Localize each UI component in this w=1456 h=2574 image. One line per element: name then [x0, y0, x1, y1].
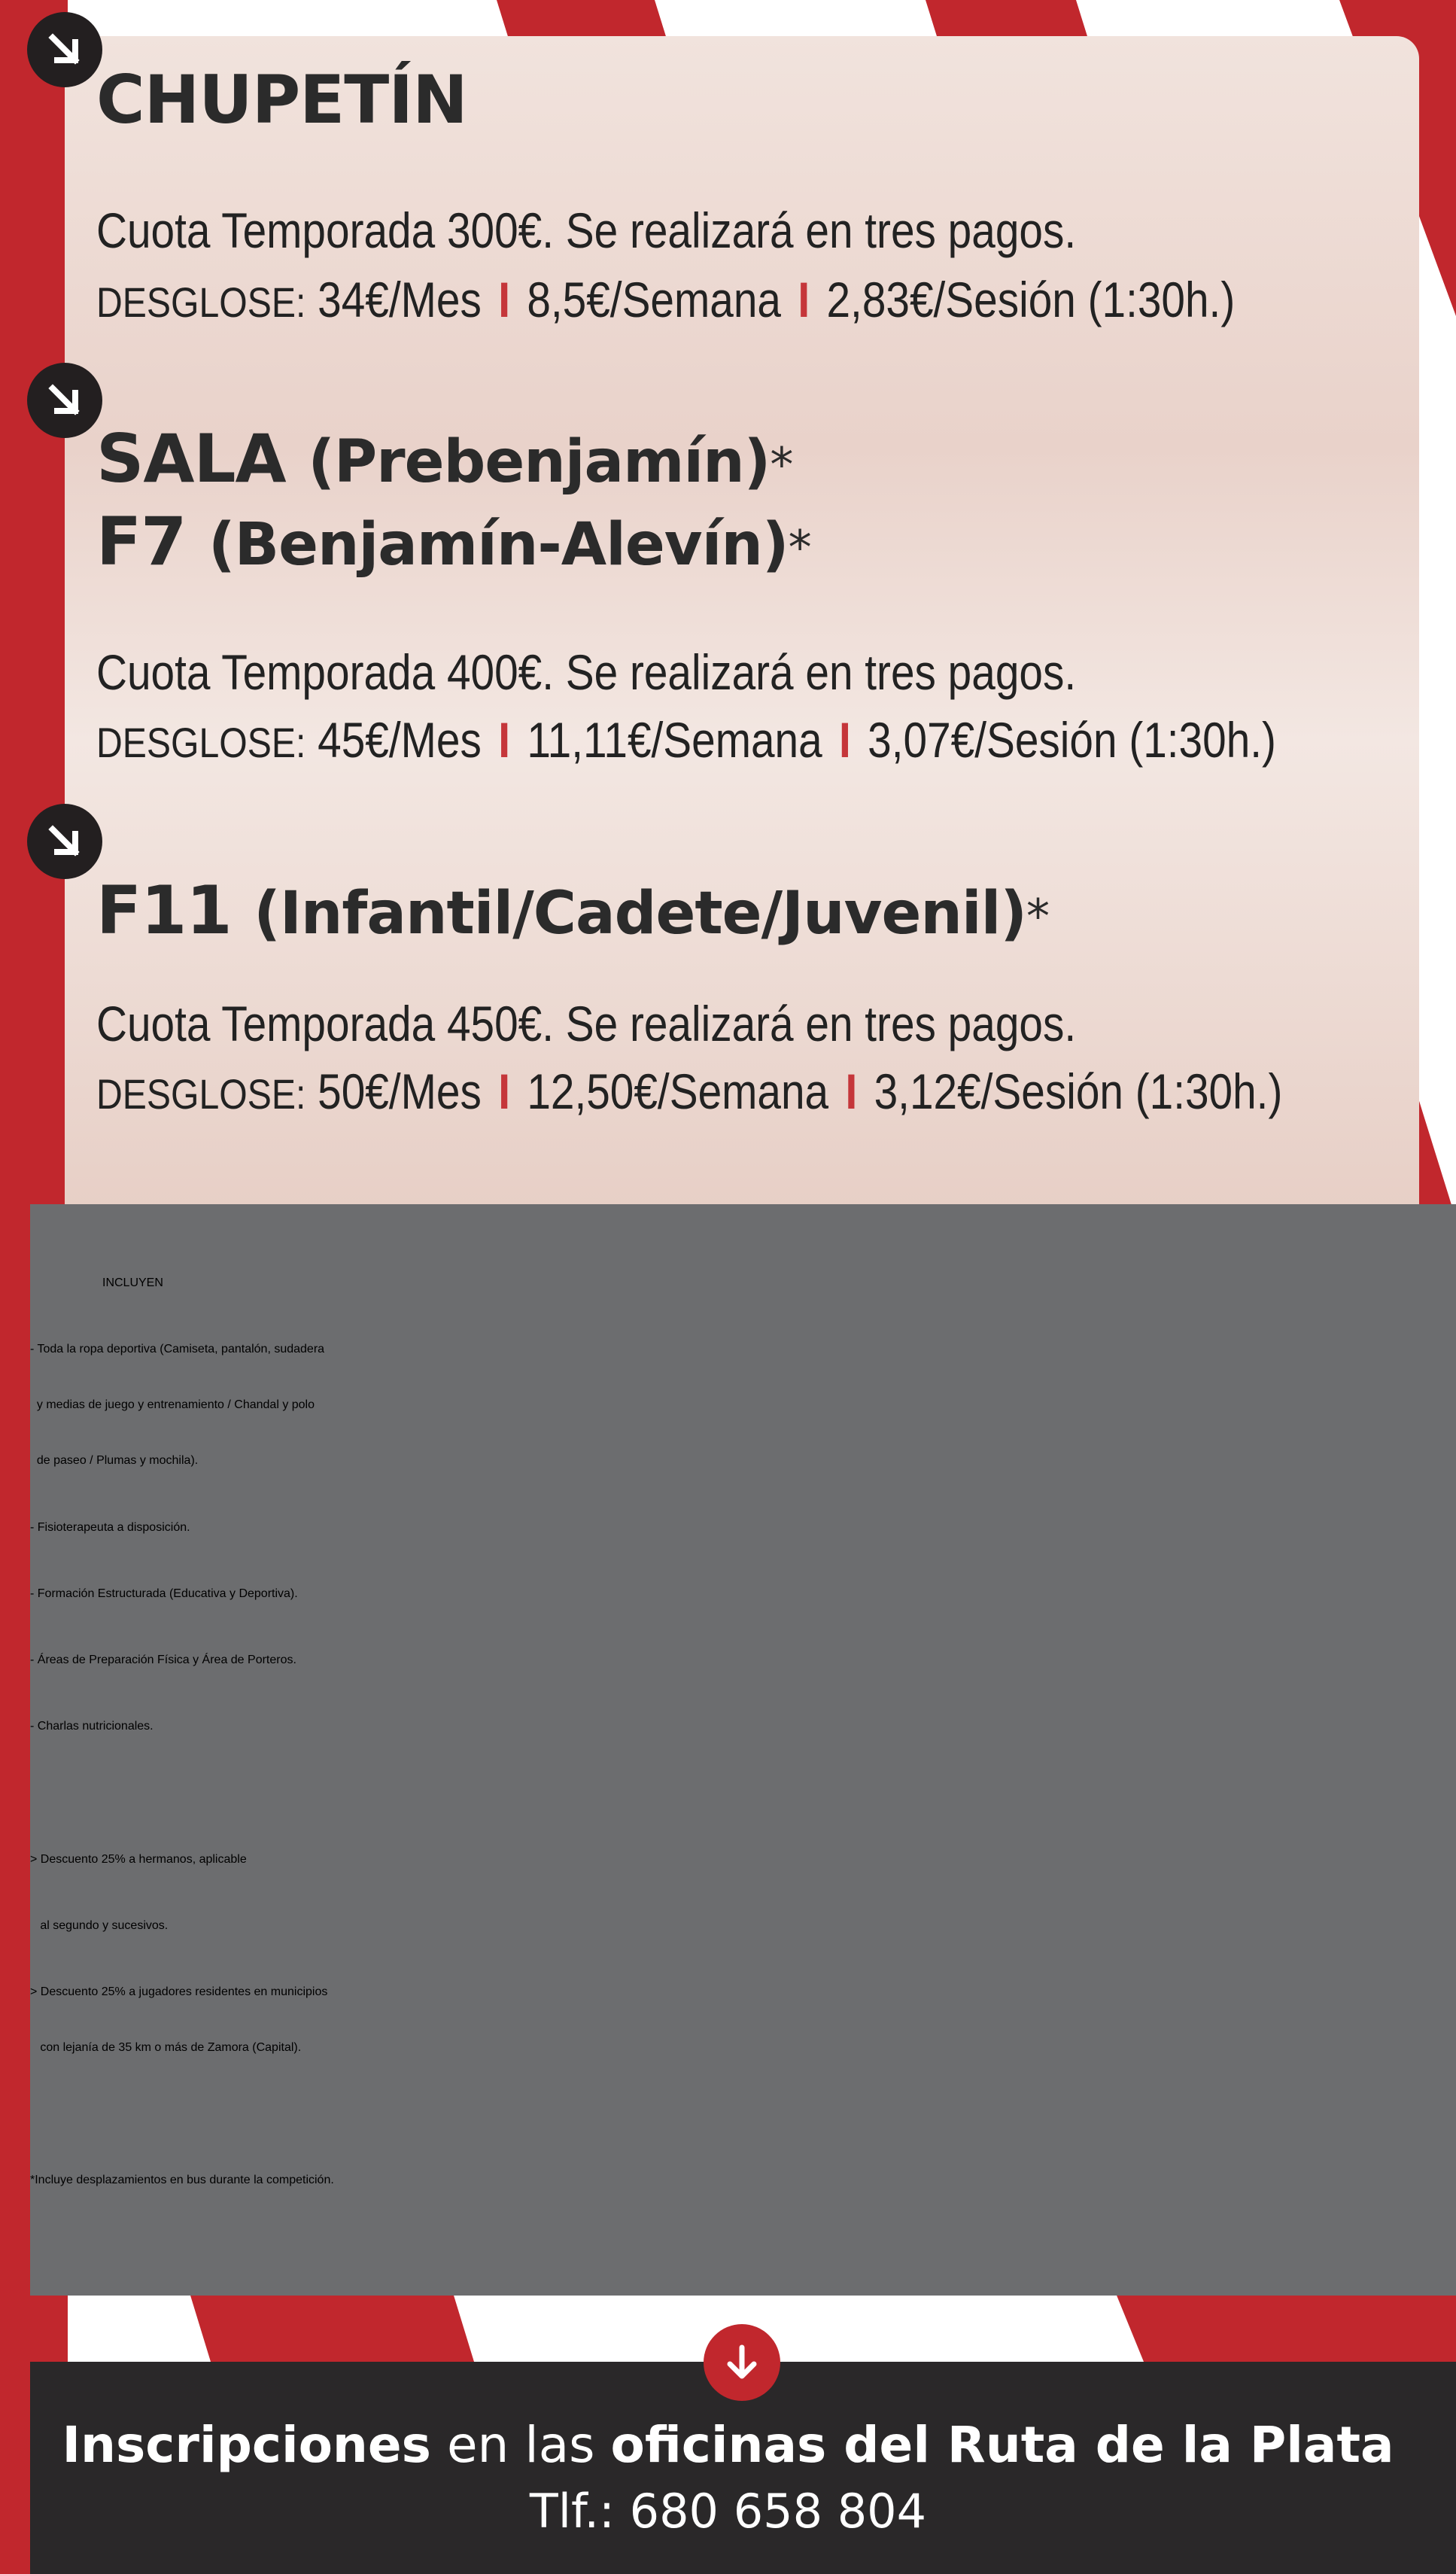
- tier-3-asterisk: *: [1026, 889, 1049, 944]
- phone-number: Tlf.: 680 658 804: [529, 2484, 927, 2539]
- registration-bold-2: oficinas del Ruta de la Plata: [610, 2416, 1394, 2474]
- separator: I: [498, 1063, 510, 1119]
- tier-2-asterisk: *: [770, 437, 793, 492]
- tier-3-title-sub: (Infantil/Cadete/Juvenil): [254, 880, 1026, 948]
- tier-2-desglose-label: DESGLOSE:: [96, 719, 306, 766]
- tier-1-desglose: [96, 271, 1235, 328]
- includes-item: - Áreas de Preparación Física y Área de Porteros.: [30, 1654, 296, 1666]
- arrow-down-right-icon: [27, 12, 102, 87]
- tier-2-title2-main: F7: [96, 503, 187, 580]
- tier-2-mes: 45€/Mes: [318, 712, 482, 768]
- discount-item: > Descuento 25% a jugadores residentes en municipios: [30, 1985, 328, 1998]
- tier-2-title2-sub: (Benjamín-Alevín): [208, 511, 789, 579]
- tier-2-title: [96, 418, 792, 504]
- arrow-down-icon: [704, 2324, 780, 2401]
- tier-1-mes: 34€/Mes: [318, 272, 482, 327]
- discount-item: con lejanía de 35 km o más de Zamora (Capital).: [30, 2041, 302, 2054]
- includes-item: - Fisioterapeuta a disposición.: [30, 1521, 190, 1534]
- tier-3-title: [96, 869, 1049, 955]
- tier-2-title-main: SALA: [96, 420, 286, 497]
- includes-panel: [30, 1204, 1456, 2296]
- tier-2-title-2: [96, 500, 811, 586]
- separator: I: [845, 1063, 858, 1119]
- registration-bold-1: Inscripciones: [62, 2416, 431, 2474]
- includes-item: de paseo / Plumas y mochila).: [30, 1454, 199, 1467]
- tier-2-sesion: 3,07€/Sesión (1:30h.): [868, 712, 1276, 768]
- tier-3-sesion: 3,12€/Sesión (1:30h.): [874, 1063, 1283, 1119]
- includes-heading: INCLUYEN: [102, 1276, 163, 1289]
- tier-3-semana: 12,50€/Semana: [527, 1063, 829, 1119]
- tier-2-title-sub: (Prebenjamín): [308, 428, 771, 496]
- separator: I: [839, 712, 851, 768]
- tier-1-cuota: Cuota Temporada 300€. Se realizará en tres pagos.: [96, 202, 1077, 258]
- arrow-down-right-icon: [27, 363, 102, 438]
- tier-3-title-main: F11: [96, 872, 232, 949]
- bus-note: *Incluye desplazamientos en bus durante la competición.: [30, 2174, 334, 2186]
- separator: I: [498, 712, 510, 768]
- tier-3-desglose-label: DESGLOSE:: [96, 1070, 306, 1118]
- tier-2-desglose: [96, 711, 1276, 768]
- includes-item: y medias de juego y entrenamiento / Chandal y polo: [30, 1398, 315, 1411]
- separator: I: [798, 272, 810, 327]
- discount-item: al segundo y sucesivos.: [30, 1919, 169, 1932]
- tier-3-desglose: [96, 1063, 1282, 1120]
- registration-thin: en las: [446, 2416, 595, 2474]
- tier-1-title: [96, 59, 467, 141]
- tier-2-semana: 11,11€/Semana: [527, 712, 822, 768]
- tier-1-sesion: 2,83€/Sesión (1:30h.): [826, 272, 1236, 327]
- tier-3-cuota: Cuota Temporada 450€. Se realizará en tres pagos.: [96, 996, 1077, 1051]
- registration-text: [0, 2416, 1456, 2474]
- tier-1-title-main: CHUPETÍN: [96, 61, 467, 138]
- tier-3-mes: 50€/Mes: [318, 1063, 482, 1119]
- includes-item: - Charlas nutricionales.: [30, 1720, 154, 1733]
- discount-item: > Descuento 25% a hermanos, aplicable: [30, 1853, 247, 1866]
- includes-item: - Toda la ropa deportiva (Camiseta, pantalón, sudadera: [30, 1343, 325, 1355]
- tier-1-desglose-label: DESGLOSE:: [96, 278, 306, 326]
- tier-1-semana: 8,5€/Semana: [527, 272, 781, 327]
- tier-2-cuota: Cuota Temporada 400€. Se realizará en tres pagos.: [96, 644, 1077, 700]
- separator: I: [498, 272, 510, 327]
- arrow-down-right-icon: [27, 804, 102, 879]
- tier-2-asterisk-2: *: [788, 520, 811, 575]
- includes-item: - Formación Estructurada (Educativa y Deportiva).: [30, 1587, 298, 1600]
